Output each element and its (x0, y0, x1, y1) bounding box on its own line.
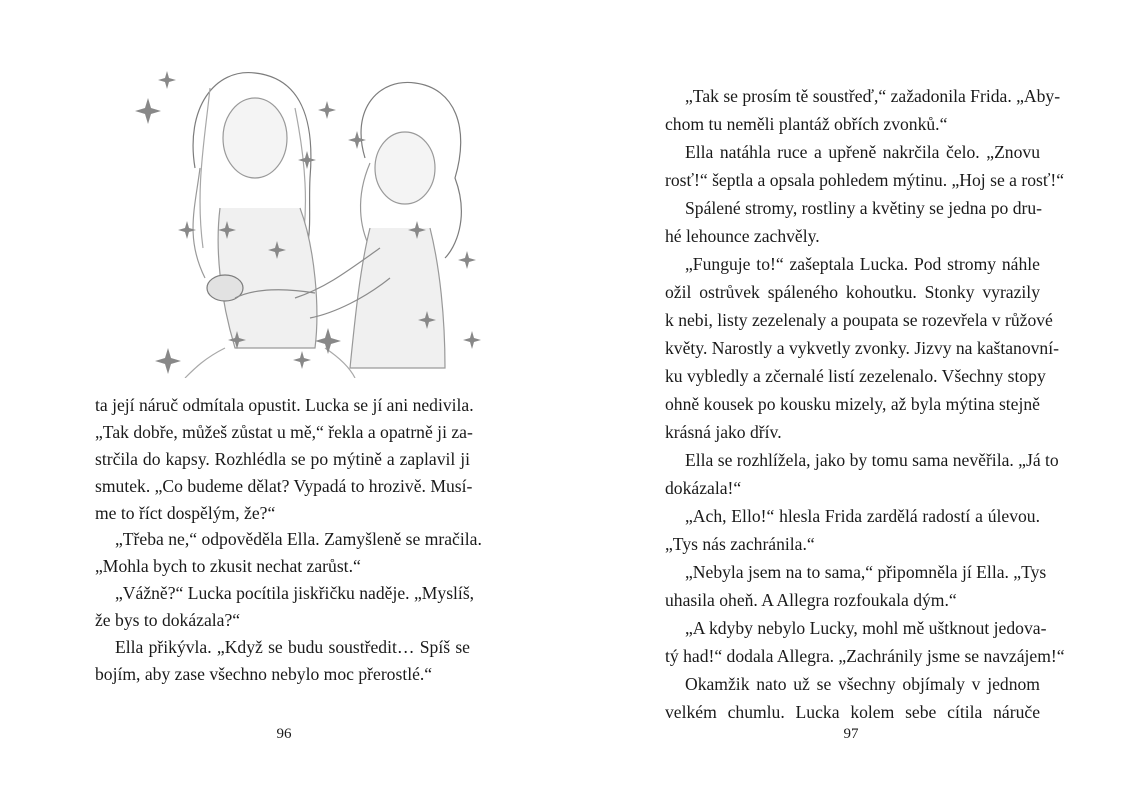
text-line: uhasila oheň. A Allegra rozfoukala dým.“ (665, 590, 957, 610)
text-line: rosť!“ šeptla a opsala pohledem mýtinu. „Hoj se a rosť!“ (665, 170, 1065, 190)
right-page-text (665, 82, 1065, 726)
text-line: Ella přikývla. „Když se budu soustředit… Spíš se (115, 637, 470, 658)
text-line: Okamžik nato už se všechny objímaly v jednom (685, 674, 1040, 694)
text-line: Ella natáhla ruce a upřeně nakrčila čelo. „Znovu (685, 142, 1040, 162)
text-line: Spálené stromy, rostliny a květiny se jedna po dru- (685, 198, 1043, 218)
text-line: bojím, aby zase všechno nebylo moc přerostlé.“ (95, 663, 433, 684)
illustration-two-girls-sketch (125, 48, 485, 378)
text-line: „Tak se prosím tě soustřeď,“ zažadonila Frida. „Aby- (685, 86, 1061, 106)
page-number: 96 (276, 726, 292, 742)
text-line: „Mohla bych to zkusit nechat zarůst.“ (95, 556, 361, 577)
left-page-text (95, 392, 482, 688)
text-line: květy. Narostly a vykvetly zvonky. Jizvy na kaštanovní- (665, 338, 1059, 358)
text-line: k nebi, listy zezelenaly a poupata se rozevřela v růžové (665, 310, 1053, 330)
text-line: ožil ostrůvek spáleného kohoutku. Stonky vyrazily (665, 282, 1040, 302)
text-line: chom tu neměli plantáž obřích zvonků.“ (665, 114, 948, 134)
text-line: „Tak dobře, můžeš zůstat u mě,“ řekla a opatrně ji za- (95, 421, 473, 442)
text-line: me to říct dospělým, že?“ (95, 502, 276, 523)
text-line: smutek. „Co budeme dělat? Vypadá to hrozivě. Musí- (95, 475, 473, 496)
text-line: Ella se rozhlížela, jako by tomu sama nevěřila. „Já to (685, 450, 1059, 470)
text-line: hé lehounce zachvěly. (665, 226, 820, 246)
text-line: „Nebyla jsem na to sama,“ připomněla jí Ella. „Tys (685, 562, 1047, 582)
text-line: krásná jako dřív. (665, 422, 782, 442)
text-line: „Tys nás zachránila.“ (665, 534, 815, 554)
text-line: „A kdyby nebylo Lucky, mohl mě uštknout jedova- (685, 618, 1047, 638)
text-line: ku vybledly a zčernalé listí zezelenalo. Všechny stopy (665, 366, 1046, 386)
text-line: strčila do kapsy. Rozhlédla se po mýtině a zaplavil ji (95, 448, 470, 469)
text-line: „Funguje to!“ zašeptala Lucka. Pod stromy náhle (685, 254, 1040, 274)
text-line: „Ach, Ello!“ hlesla Frida zardělá radostí a úlevou. (685, 506, 1040, 526)
text-line: „Vážně?“ Lucka pocítila jiskřičku naděje. „Myslíš, (115, 583, 475, 604)
text-line: dokázala!“ (665, 478, 742, 498)
text-line: že bys to dokázala?“ (95, 610, 241, 631)
text-line: ta její náruč odmítala opustit. Lucka se jí ani nedivila. (95, 395, 474, 415)
page-number: 97 (843, 726, 859, 742)
text-line: „Třeba ne,“ odpověděla Ella. Zamyšleně se mračila. (115, 529, 482, 550)
text-line: velkém chumlu. Lucka kolem sebe cítila náruče (665, 702, 1040, 722)
text-line: tý had!“ dodala Allegra. „Zachránily jsme se navzájem!“ (665, 646, 1065, 666)
text-line: ohně kousek po kousku mizely, až byla mýtina stejně (665, 394, 1040, 414)
right-page (566, 0, 1132, 800)
